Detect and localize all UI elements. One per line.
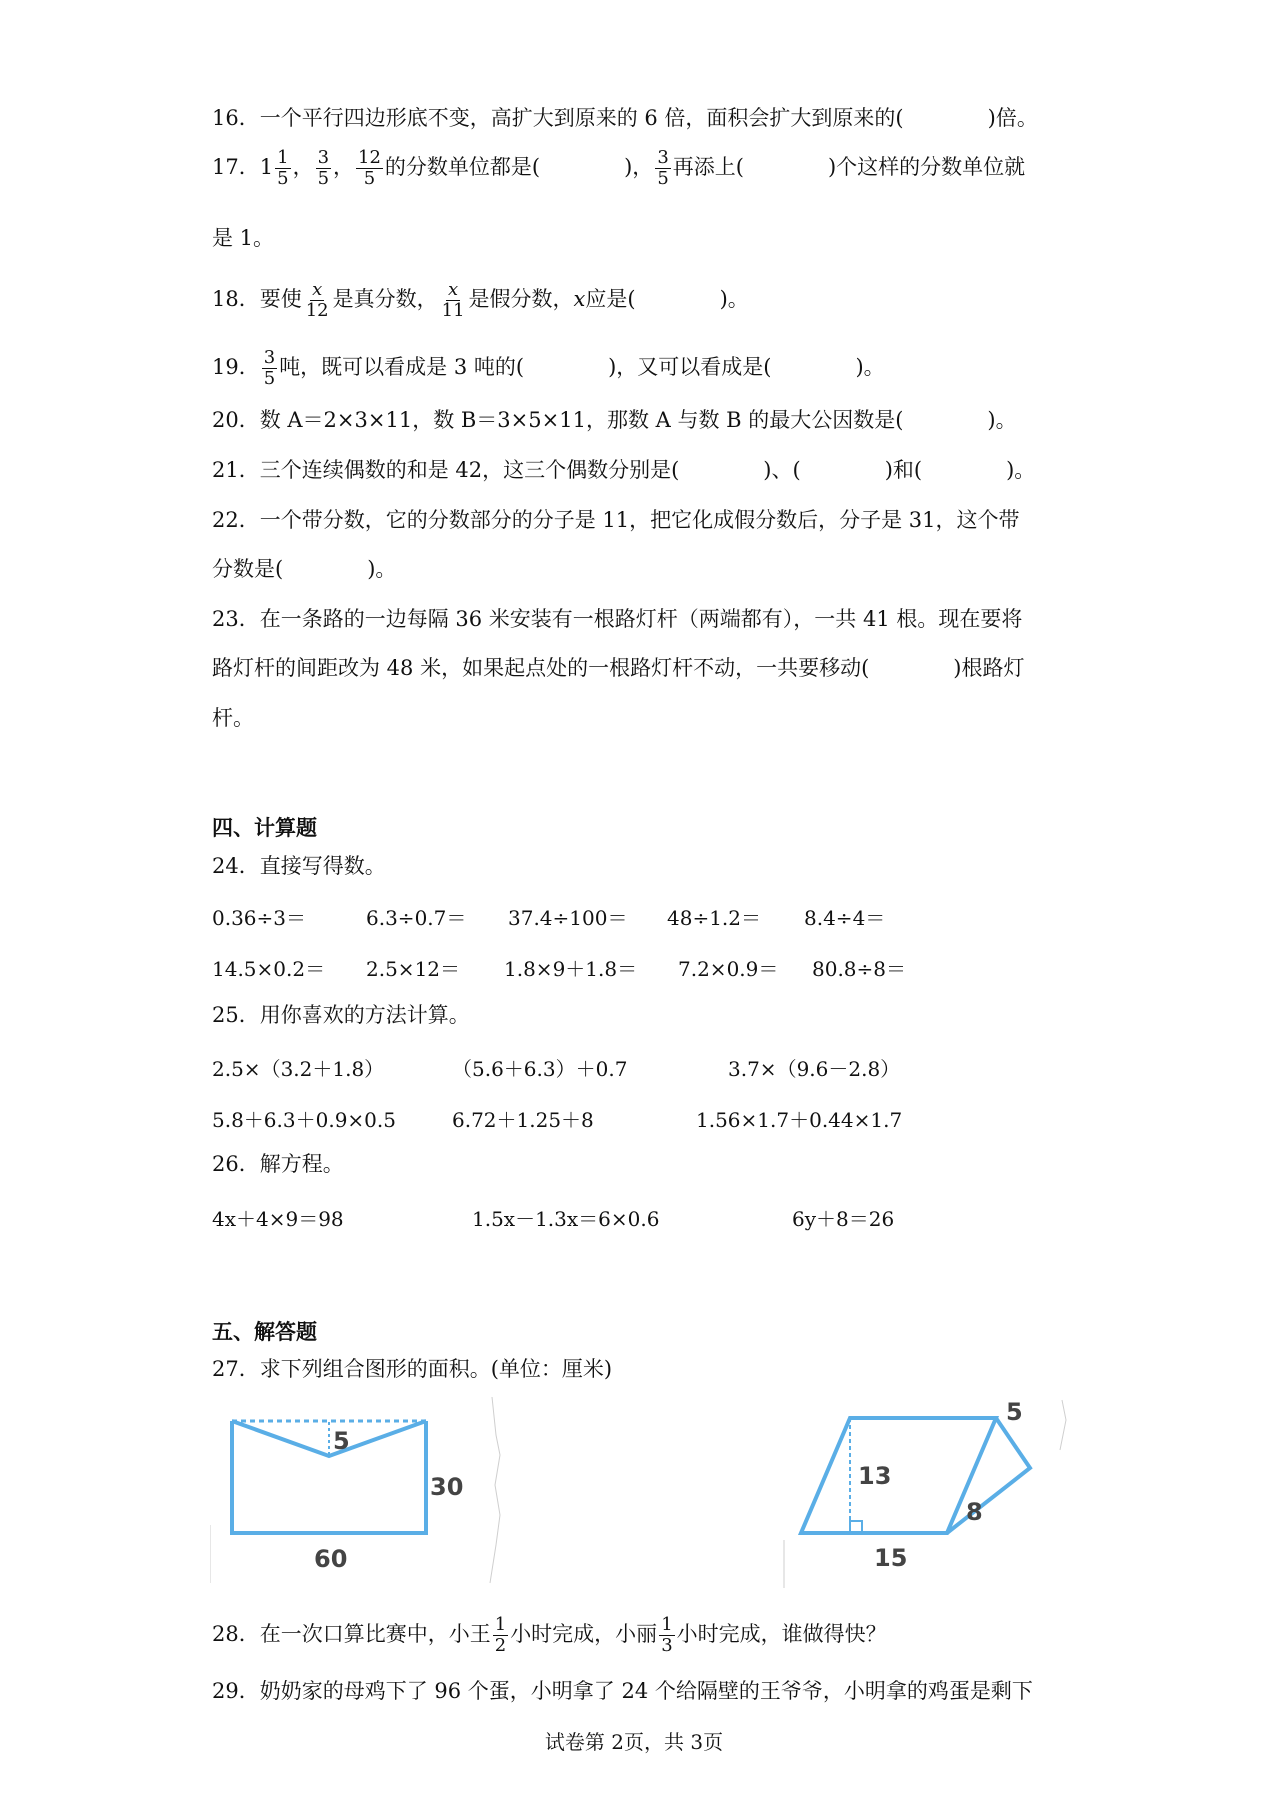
label-30: 30 — [430, 1473, 464, 1501]
label-5: 5 — [1006, 1398, 1023, 1426]
label-60: 60 — [314, 1545, 348, 1573]
question-23-line1: 23．在一条路的一边每隔 36 米安装有一根路灯杆（两端都有），一共 41 根。现在要将 — [212, 607, 1023, 631]
fraction — [316, 148, 331, 189]
question-19 — [212, 348, 1062, 389]
denominator: 2 — [494, 1635, 507, 1656]
question-text: 吨，既可以看成是 3 吨的( )，又可以看成是( )。 — [279, 355, 885, 379]
calc-item: 14.5×0.2＝ — [212, 957, 326, 981]
question-21: 21．三个连续偶数的和是 42，这三个偶数分别是( )、( )和( )。 — [212, 458, 1036, 482]
question-text: 小时完成，谁做得快？ — [676, 1622, 887, 1646]
fraction — [275, 148, 290, 189]
calc-item: 6.3÷0.7＝ — [366, 906, 467, 930]
question-25: 25．用你喜欢的方法计算。 — [212, 1003, 470, 1027]
calc-item: 48÷1.2＝ — [667, 906, 762, 930]
question-text: 再添上( )个这样的分数单位就 — [672, 155, 1026, 179]
denominator: 12 — [305, 300, 329, 321]
label-15: 15 — [874, 1544, 908, 1572]
calc-item: 37.4÷100＝ — [508, 906, 628, 930]
numerator: x — [312, 279, 323, 300]
label-13: 13 — [858, 1462, 892, 1490]
denominator: 5 — [263, 368, 276, 389]
separator: ， — [292, 155, 314, 179]
question-number: 19． — [212, 355, 260, 379]
calc-item: 0.36÷3＝ — [212, 906, 307, 930]
question-text: 应是( )。 — [585, 287, 749, 311]
calc-item: 1.8×9＋1.8＝ — [504, 957, 638, 981]
numerator: 3 — [317, 147, 330, 168]
section-title-word-problems: 五、解答题 — [212, 1319, 317, 1344]
question-22-line2: 分数是( )。 — [212, 557, 397, 581]
calc-item: 1.56×1.7＋0.44×1.7 — [696, 1108, 903, 1132]
calc-item: 2.5×12＝ — [366, 957, 461, 981]
calc-item: 3.7×（9.6－2.8） — [728, 1057, 901, 1081]
question-text: 小时完成，小丽 — [510, 1622, 658, 1646]
question-text: 是假分数， — [468, 287, 574, 311]
label-5: 5 — [333, 1427, 350, 1455]
section-title-calculation: 四、计算题 — [212, 815, 317, 840]
question-24: 24．直接写得数。 — [212, 854, 386, 878]
question-number: 17． — [212, 155, 260, 179]
numerator: x — [448, 279, 459, 300]
equation: 1.5x－1.3x＝6×0.6 — [472, 1207, 660, 1231]
question-text: 28．在一次口算比赛中，小王 — [212, 1622, 491, 1646]
calc-item: 2.5×（3.2＋1.8） — [212, 1057, 385, 1081]
numerator: 1 — [277, 147, 289, 168]
variable: x — [573, 287, 586, 311]
question-26: 26．解方程。 — [212, 1152, 344, 1176]
denominator: 11 — [441, 300, 465, 321]
question-22-line1: 22．一个带分数，它的分数部分的分子是 11，把它化成假分数后，分子是 31，这个带 — [212, 508, 1020, 532]
figure-edge-scratch — [490, 1397, 500, 1583]
separator: ， — [333, 155, 355, 179]
question-27: 27．求下列组合图形的面积。(单位：厘米) — [212, 1357, 613, 1381]
numerator: 12 — [358, 147, 381, 168]
calc-item: 5.8＋6.3＋0.9×0.5 — [212, 1108, 396, 1132]
denominator: 3 — [661, 1635, 673, 1656]
figure-edge-scratch — [1060, 1400, 1066, 1450]
question-17-line2: 是 1。 — [212, 226, 275, 250]
denominator: 5 — [363, 168, 376, 189]
calc-item: 80.8÷8＝ — [812, 957, 907, 981]
fraction — [356, 148, 383, 189]
question-17 — [212, 148, 1062, 189]
question-29: 29．奶奶家的母鸡下了 96 个蛋，小明拿了 24 个给隔壁的王爷爷，小明拿的鸡蛋是剩下 — [212, 1679, 1033, 1703]
question-18 — [212, 280, 1062, 321]
denominator: 5 — [277, 168, 289, 189]
calc-item: 8.4÷4＝ — [804, 906, 886, 930]
mixed-whole: 1 — [259, 155, 274, 179]
fraction — [655, 148, 670, 189]
fraction — [304, 280, 331, 321]
label-8: 8 — [966, 1498, 983, 1526]
composite-figure-1 — [210, 1395, 510, 1585]
calc-item: （5.6＋6.3）＋0.7 — [452, 1057, 628, 1081]
calc-item: 6.72＋1.25＋8 — [452, 1108, 594, 1132]
question-23-line3: 杆。 — [212, 706, 254, 730]
question-text: 是真分数， — [332, 287, 438, 311]
numerator: 1 — [661, 1614, 673, 1635]
page-footer: 试卷第 2页，共 3页 — [544, 1730, 724, 1754]
question-23-line2: 路灯杆的间距改为 48 米，如果起点处的一根路灯杆不动，一共要移动( )根路灯 — [212, 656, 1025, 680]
calc-item: 7.2×0.9＝ — [678, 957, 779, 981]
denominator: 5 — [317, 168, 330, 189]
question-16: 16．一个平行四边形底不变，高扩大到原来的 6 倍，面积会扩大到原来的( )倍。 — [212, 106, 1038, 130]
fraction — [493, 1615, 508, 1656]
equation: 4x＋4×9＝98 — [212, 1207, 344, 1231]
denominator: 5 — [657, 168, 669, 189]
rectangle-outline — [232, 1421, 426, 1533]
numerator: 3 — [657, 147, 669, 168]
fraction — [262, 348, 277, 389]
question-text: 的分数单位都是( )， — [384, 155, 654, 179]
question-20: 20．数 A＝2×3×11，数 B＝3×5×11，那数 A 与数 B 的最大公因数是( )。 — [212, 408, 1017, 432]
equation: 6y＋8＝26 — [792, 1207, 895, 1231]
v-notch — [232, 1421, 426, 1456]
composite-figure-2 — [780, 1390, 1080, 1590]
fraction — [440, 280, 467, 321]
fraction — [659, 1615, 674, 1656]
question-text: 18．要使 — [212, 287, 302, 311]
numerator: 1 — [494, 1614, 507, 1635]
question-28 — [212, 1615, 1062, 1656]
numerator: 3 — [263, 347, 276, 368]
